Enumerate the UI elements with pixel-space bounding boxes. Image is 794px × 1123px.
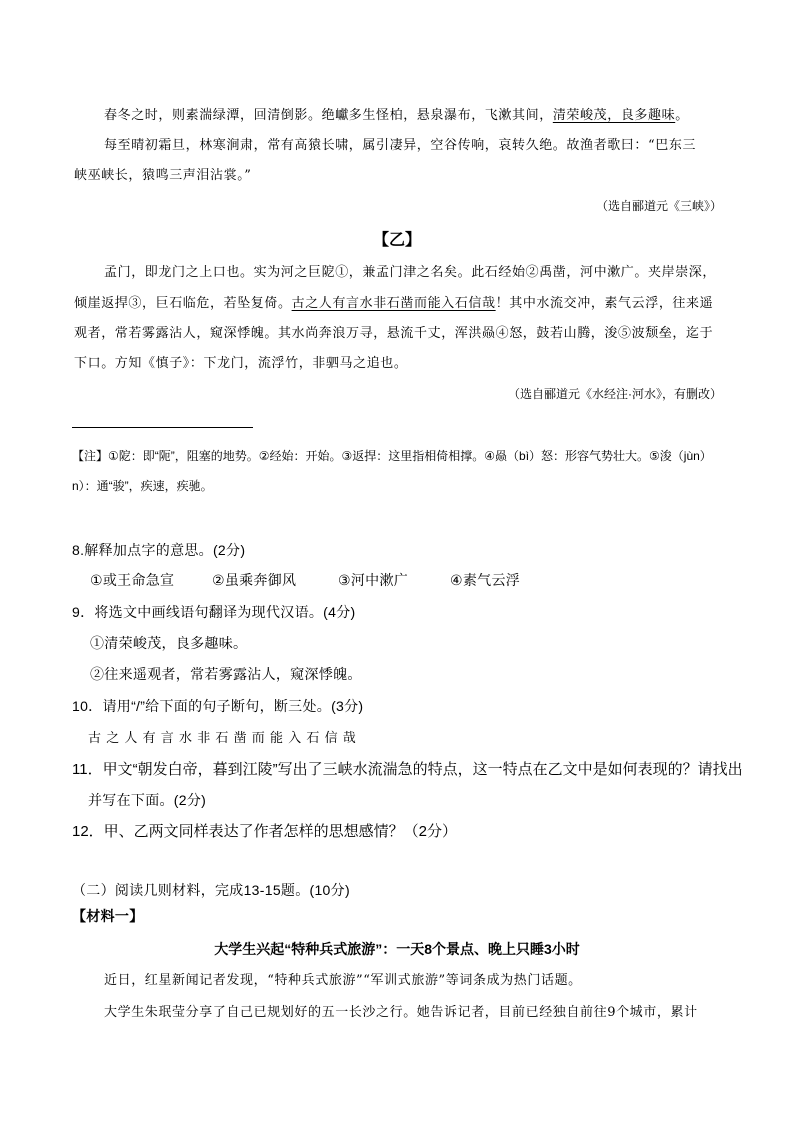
question-11-line-2: 并写在下面。(2分): [88, 792, 207, 808]
material-one-para-2: 大学生朱珉莹分享了自己已规划好的五一长沙之行。她告诉记者，目前已经独自前往9个城市，累计: [104, 1005, 698, 1020]
material-one-para-1: 近日，红星新闻记者发现，“特种兵式旅游”“军训式旅游”等词条成为热门话题。: [104, 973, 582, 988]
jia-line-1: 春冬之时，则素湍绿潭，回清倒影。绝巘多生怪柏，悬泉瀑布，飞漱其间，清荣峻茂，良多趣味。: [104, 108, 689, 123]
q8-item-4: ④素气云浮: [450, 572, 521, 588]
yi-source: （选自郦道元《水经注·河水》，有删改）: [508, 387, 722, 401]
q8-item-3: ③河中漱广: [338, 572, 409, 588]
jia-line-3: 峡巫峡长，猿鸣三声泪沾裳。”: [74, 168, 252, 183]
material-one-headline: 大学生兴起“特种兵式旅游”：一天8个景点、晚上只睡3小时: [214, 941, 580, 957]
section-2-header: （二）阅读几则材料，完成13-15题。(10分): [72, 882, 350, 898]
footnote-divider: [72, 427, 253, 428]
question-9: 9．将选文中画线语句翻译为现代汉语。(4分): [72, 604, 356, 620]
jia-underlined-sentence: 清荣峻茂，良多趣味: [552, 108, 676, 123]
q9-item-1: ①清荣峻茂，良多趣味。: [90, 636, 248, 652]
notes-line-2: n）：通“骏”，疾速，疾驰。: [72, 479, 213, 493]
yi-line-1: 孟门，即龙门之上口也。实为河之巨阸①，兼孟门津之名矣。此石经始②禹凿，河中漱广。夹岸崇深，: [104, 265, 717, 280]
question-8: 8.解释加点字的意思。(2分): [72, 542, 246, 558]
yi-heading: 【乙】: [372, 232, 421, 249]
q8-item-1: ①或王命急宣: [90, 572, 175, 588]
question-11-line-1: 11．甲文“朝发白帝，暮到江陵”写出了三峡水流湍急的特点，这一特点在乙文中是如何表现的？请找出: [72, 761, 743, 778]
yi-line-3: 观者，常若雾露沾人，窥深悸魄。其水尚奔浪万寻，悬流千丈，浑洪赑④怒，鼓若山腾，浚⑤波颓垒，迄于: [74, 326, 714, 341]
yi-line-4: 下口。方知《慎子》：下龙门，流浮竹，非驷马之追也。: [74, 356, 408, 371]
jia-source: （选自郦道元《三峡》）: [595, 199, 722, 213]
question-10: 10．请用“/”给下面的句子断句，断三处。(3分): [72, 698, 364, 714]
yi-line-2: 倾崖返捍③，巨石临危，若坠复倚。古之人有言水非石凿而能入石信哉！其中水流交冲，素气云浮，往来遥: [74, 296, 714, 311]
q10-sentence: 古之人有言水非石凿而能入石信哉: [88, 731, 362, 746]
q8-item-2: ②虽乘奔御风: [212, 572, 297, 588]
notes-line-1: 【注】①阸：即“阨”，阻塞的地势。②经始：开始。③返捍：这里指相倚相撑。④赑（bì）怒：形容气势壮大。⑤浚（jùn）: [72, 449, 712, 463]
yi-underlined-sentence: 古之人有言水非石凿而能入石信哉: [291, 296, 496, 311]
question-12: 12．甲、乙两文同样表达了作者怎样的思想感情？（2分）: [72, 823, 458, 840]
q9-item-2: ②往来遥观者，常若雾露沾人，窥深悸魄。: [90, 667, 362, 683]
material-one-label: 【材料一】: [72, 908, 144, 924]
jia-line-2: 每至晴初霜旦，林寒涧肃，常有高猿长啸，属引凄异，空谷传响，哀转久绝。故渔者歌曰：“巴东三: [104, 138, 697, 153]
